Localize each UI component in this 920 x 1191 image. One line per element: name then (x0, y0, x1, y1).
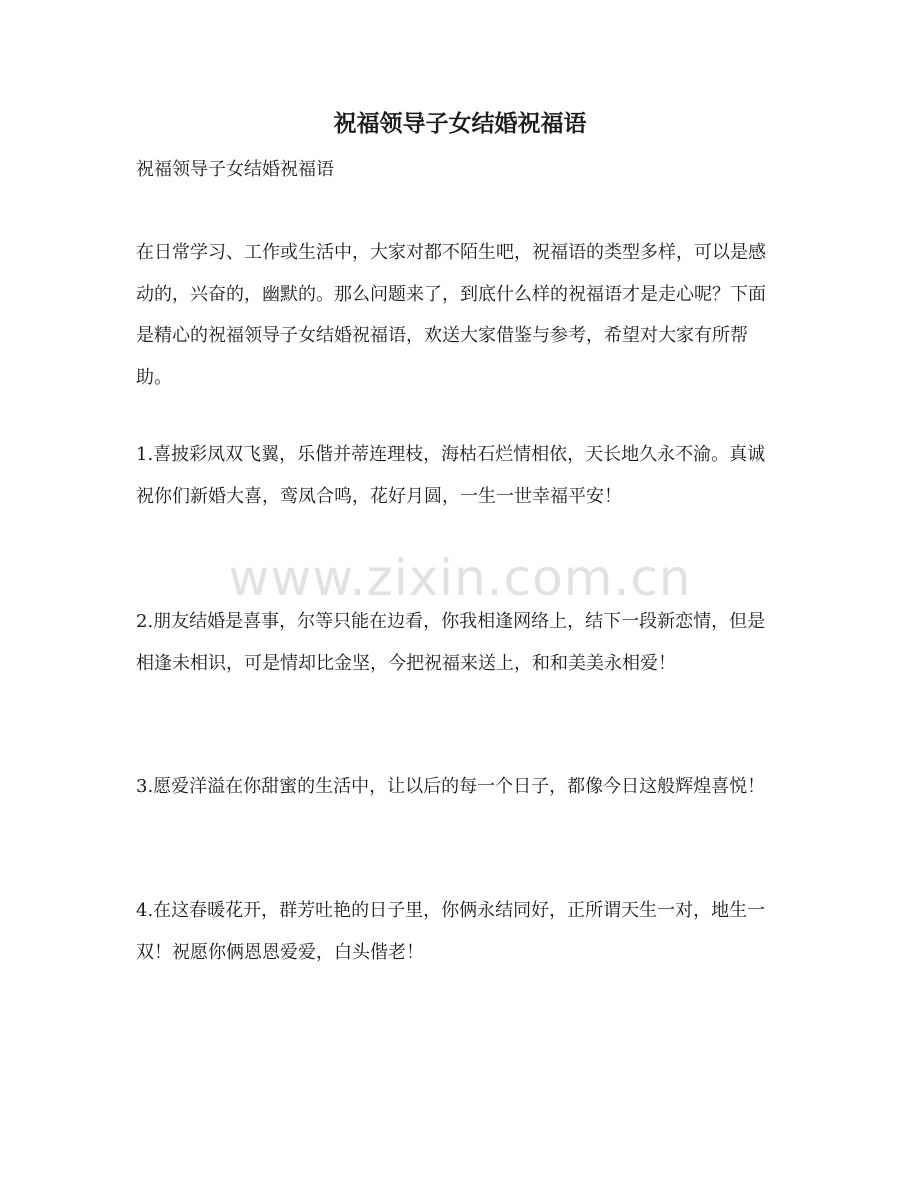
blessing-item-4: 4.在这春暖花开，群芳吐艳的日子里，你俩永结同好，正所谓天生一对，地生一双！祝愿你俩恩恩爱爱，白头偕老！ (136, 900, 766, 963)
blessing-item-2: 2.朋友结婚是喜事，尔等只能在边看，你我相逢网络上，结下一段新恋情，但是相逢未相识，可是情却比金坚，今把祝福来送上，和和美美永相爱！ (136, 611, 766, 674)
watermark: www.zixin.com.cn (228, 549, 692, 607)
document-title: 祝福领导子女结婚祝福语 (333, 110, 587, 137)
blessing-item-1: 1.喜披彩凤双飞翼，乐偕并蒂连理枝，海枯石烂情相依，天长地久永不渝。真诚祝你们新婚大喜，鸾凤合鸣，花好月圆，一生一世幸福平安！ (136, 444, 766, 507)
blessing-item-3: 3.愿爱洋溢在你甜蜜的生活中，让以后的每一个日子，都像今日这般辉煌喜悦！ (136, 776, 766, 797)
intro-paragraph: 在日常学习、工作或生活中，大家对都不陌生吧，祝福语的类型多样，可以是感动的，兴奋的，幽默的。那么问题来了，到底什么样的祝福语才是走心呢？下面是精心的祝福领导子女结婚祝福语，欢送大家借鉴与参考，希望对大家有所帮助。 (136, 242, 766, 388)
document-subtitle: 祝福领导子女结婚祝福语 (136, 159, 334, 180)
